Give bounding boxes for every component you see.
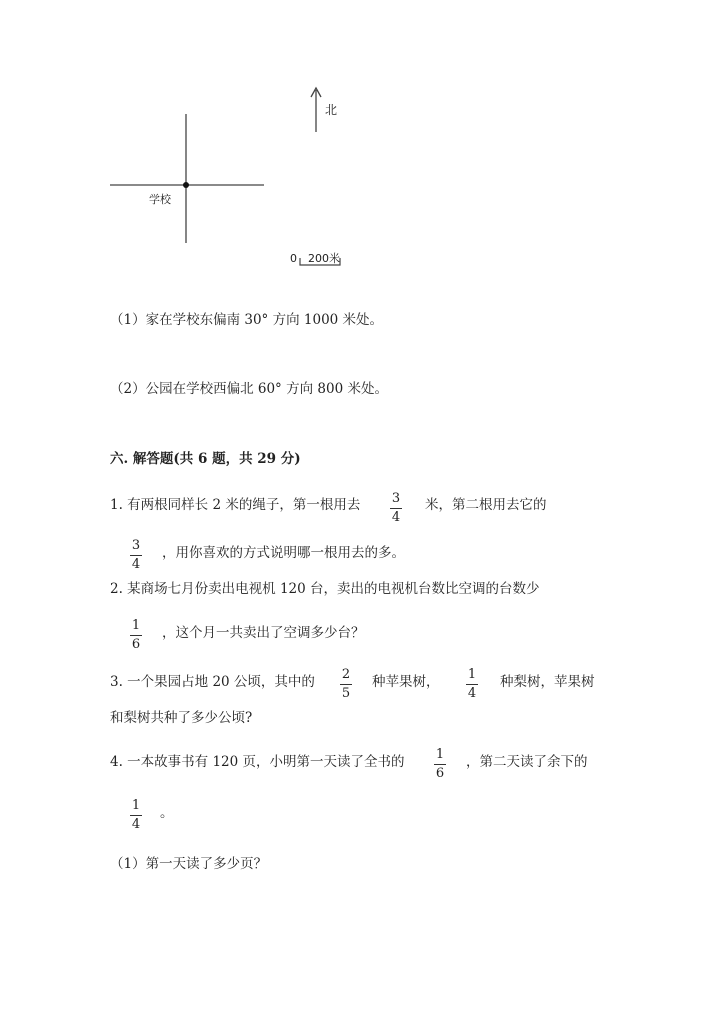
q3-text-1: 3. 一个果园占地 20 公顷，其中的: [110, 674, 315, 690]
numerator: 3: [131, 538, 141, 553]
q3-fraction-2: [466, 667, 478, 702]
subquestion-1: （1）家在学校东偏南 30° 方向 1000 米处。: [110, 312, 384, 328]
numerator: 2: [341, 667, 351, 682]
q3-text-4: 和梨树共种了多少公顷?: [110, 710, 253, 726]
section-title: 六. 解答题(共 6 题，共 29 分): [110, 451, 301, 467]
q4-text-2: ，第二天读了余下的: [466, 754, 588, 770]
denominator: 4: [467, 686, 477, 701]
numerator: 1: [467, 667, 477, 682]
q4-fraction-2: [130, 798, 142, 833]
scale-zero-label: 0: [290, 252, 297, 265]
q4-fraction-1: [434, 747, 446, 782]
numerator: 1: [131, 798, 141, 813]
q2-text-1: 2. 某商场七月份卖出电视机 120 台，卖出的电视机台数比空调的台数少: [110, 581, 540, 597]
numerator: 3: [391, 491, 401, 506]
denominator: 6: [435, 766, 445, 781]
denominator: 4: [131, 557, 141, 572]
q2-fraction-1: [130, 618, 142, 653]
q4-text-1: 4. 一本故事书有 120 页，小明第一天读了全书的: [110, 754, 405, 770]
north-label: 北: [325, 103, 338, 117]
denominator: 4: [131, 817, 141, 832]
q4-text-3: 。: [160, 805, 174, 821]
q1-text-2: 米，第二根用去它的: [425, 497, 547, 513]
scale-value-label: 200米: [308, 252, 340, 265]
q1-fraction-2: [130, 538, 142, 573]
q1-text-3: ，用你喜欢的方式说明哪一根用去的多。: [162, 545, 405, 561]
q3-text-2: 种苹果树，: [372, 674, 440, 690]
q3-fraction-1: [340, 667, 352, 702]
q4-subquestion-1: （1）第一天读了多少页？: [110, 856, 268, 872]
q1-fraction-1: [390, 491, 402, 526]
school-point: [183, 182, 189, 188]
numerator: 1: [435, 747, 445, 762]
school-label: 学校: [149, 193, 171, 206]
q3-text-3: 种梨树，苹果树: [500, 674, 595, 690]
denominator: 4: [391, 510, 401, 525]
numerator: 1: [131, 618, 141, 633]
direction-diagram: [0, 0, 720, 280]
q1-text-1: 1. 有两根同样长 2 米的绳子，第一根用去: [110, 497, 361, 513]
denominator: 6: [131, 637, 141, 652]
q2-text-2: ，这个月一共卖出了空调多少台？: [162, 625, 365, 641]
subquestion-2: （2）公园在学校西偏北 60° 方向 800 米处。: [110, 381, 388, 397]
denominator: 5: [341, 686, 351, 701]
